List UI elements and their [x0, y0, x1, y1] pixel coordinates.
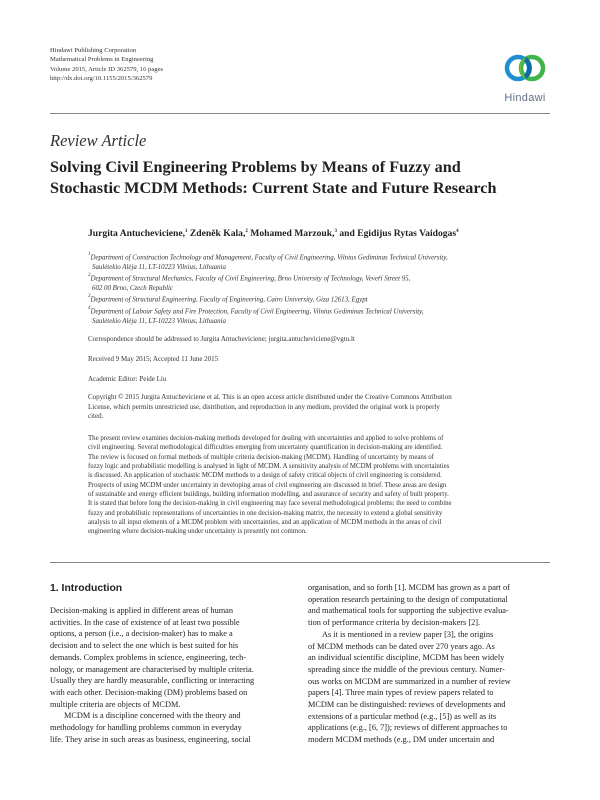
affiliation-number: 3: [88, 294, 91, 300]
abstract-divider: [50, 562, 550, 563]
body-line: operation research pertaining to the design of computational: [308, 594, 508, 604]
logo-wordmark: Hindawi: [504, 92, 546, 104]
paper-title: [50, 157, 550, 198]
abstract-line: fuzzy and probabilistic representations of uncertainties in one decision-making matrix, the necessity to extend a global sensitivity: [88, 509, 443, 517]
abstract-line: fuzzy logic and probabilistic modelling is analysed in light of MCDM. A sensitivity analysis of MCDM problems with uncertainties: [88, 463, 450, 471]
author-affiliation-mark: 3: [334, 228, 337, 234]
copyright-line: License, which permits unrestricted use, distribution, and reproduction in any medium, provided the original work is properly: [88, 402, 440, 411]
journal-name: Mathematical Problems in Engineering: [50, 56, 154, 64]
affiliation-item: [88, 305, 548, 326]
author-affiliation-mark: 2: [245, 228, 248, 234]
academic-editor: Academic Editor: Peide Liu: [88, 375, 167, 383]
body-line: Usually they are hardly measurable, conflicting or interacting: [50, 676, 255, 686]
body-line: organisation, and so forth [1]. MCDM has grown as a part of: [308, 583, 510, 592]
section-heading: 1. Introduction: [50, 583, 123, 594]
doi-link[interactable]: http://dx.doi.org/10.1155/2015/362579: [50, 75, 153, 83]
body-line: MCDM can be distinguished: reviews of developments and: [308, 700, 506, 710]
abstract-line: The review is focused on formal methods of multiple criteria decision-making (MCDM). Handling of uncertainty by means of: [88, 453, 434, 461]
volume-info: Volume 2015, Article ID 362579, 16 pages: [50, 65, 164, 73]
abstract-line: civil engineering. Several methodological difficulties emerging from uncertainty quantification in decision-making are identified.: [88, 444, 443, 452]
body-line: activities. In the case of existence of at least two possible: [50, 617, 240, 627]
author-name: Mohamed Marzouk,: [250, 228, 335, 239]
affiliation-line: 602 00 Brno, Czech Republic: [92, 284, 173, 292]
abstract-line: is discussed. An application of stochastic MCDM methods to a design of safety critical objects of civil engineering is considered.: [88, 472, 442, 480]
body-line: of MCDM methods can be dated over 270 years ago. As: [308, 641, 495, 651]
abstract-line: Prospects of using MCDM under uncertainty in developing areas of civil engineering are discussed in brief. These areas are design: [88, 481, 447, 489]
body-line: Decision-making is applied in different areas of human: [50, 606, 234, 615]
body-line: life. They arise in such areas as business, engineering, social: [50, 734, 251, 744]
abstract-line: It is stated that before long the decision-making in civil engineering may face several methodological problems: the need to combine: [88, 500, 452, 508]
affiliation-line: Department of Structural Mechanics, Faculty of Civil Engineering, Brno University of Technology, Veveří Street 95,: [90, 275, 411, 283]
affiliation-item: [88, 251, 548, 272]
body-line: tion of performance criteria by decision-makers [2].: [308, 618, 481, 628]
affiliation-item: [88, 272, 548, 293]
affiliations: [88, 251, 548, 326]
abstract: [88, 434, 550, 537]
right-column: [308, 582, 554, 746]
header-divider: [50, 113, 550, 114]
body-line: multiple criteria are objects of MCDM.: [50, 699, 181, 709]
body-line: demands. Complex problems in science, engineering, tech-: [50, 652, 247, 662]
author-name: Jurgita Antucheviciene,: [88, 228, 185, 239]
author-list: [88, 228, 548, 239]
body-line: spreading since the middle of the previous century. Numer-: [308, 664, 505, 674]
body-line: papers [4]. Three main types of review papers related to: [308, 688, 494, 698]
copyright-notice: [88, 393, 550, 422]
body-line: As it is mentioned in a review paper [3], the origins: [322, 629, 494, 639]
copyright-line: cited.: [88, 412, 104, 421]
left-column: [50, 605, 296, 745]
affiliation-line: Department of Labour Safety and Fire Protection, Faculty of Civil Engineering, Vilnius Gediminas Technical University,: [90, 308, 424, 316]
author-name: and Egidijus Rytas Vaidogas: [339, 228, 457, 239]
author-affiliation-mark: 4: [456, 228, 459, 234]
title-line: Stochastic MCDM Methods: Current State and Future Research: [50, 178, 497, 197]
body-line: decision and to select the one which is best suited for his: [50, 641, 239, 651]
received-dates: Received 9 May 2015; Accepted 11 June 2015: [88, 355, 219, 363]
affiliation-number: 4: [88, 305, 91, 311]
title-line: Solving Civil Engineering Problems by Means of Fuzzy and: [50, 158, 461, 176]
affiliation-item: [88, 293, 548, 305]
article-type: Review Article: [50, 131, 147, 150]
journal-header: [50, 46, 163, 84]
abstract-line: engineering where decision-making under uncertainty is presently not common.: [88, 528, 307, 536]
affiliation-line: Department of Structural Engineering, Faculty of Engineering, Cairo University, Giza 12613, Egypt: [90, 296, 368, 304]
abstract-line: analysis to all input elements of a MCDM problem with uncertainties, and an application of MCDM methods in the areas of civil: [88, 519, 442, 527]
affiliation-number: 1: [88, 252, 91, 257]
body-line: methodology for handling problems common in everyday: [50, 723, 242, 733]
body-line: ous works on MCDM are summarized in a number of review: [308, 676, 511, 686]
body-line: options, a person (i.e., a decision-maker) has to make a: [50, 629, 233, 639]
affiliation-number: 2: [88, 273, 91, 279]
body-line: nology, or management are characterised by multiple criteria.: [50, 664, 254, 674]
correspondence: Correspondence should be addressed to Jurgita Antucheviciene; jurgita.antucheviciene@vgtu.lt: [88, 335, 355, 343]
author-affiliation-mark: 1: [185, 228, 188, 234]
body-line: applications (e.g., [6, 7]); reviews of different approaches to: [308, 723, 508, 733]
body-line: with each other. Decision-making (DM) problems based on: [50, 687, 248, 697]
abstract-line: of sustainable and energy efficient buildings, building information modelling, and assurance of security and safety of built property.: [88, 491, 449, 499]
affiliation-line: Saulėtekio Alėja 11, LT-10223 Vilnius, Lithuania: [92, 317, 226, 325]
abstract-line: The present review examines decision-making methods developed for dealing with uncertainties and applied to solve problems of: [88, 435, 444, 442]
affiliation-line: Department of Construction Technology and Management, Faculty of Civil Engineering, Vilnius Gediminas Technical University,: [90, 254, 448, 262]
author-name: Zdeněk Kala,: [189, 228, 246, 239]
body-line: an individual scientific discipline, MCDM has been widely: [308, 653, 505, 663]
body-line: MCDM is a discipline concerned with the theory and: [64, 711, 241, 721]
body-line: extensions of a particular method (e.g., [5]) as well as its: [308, 711, 497, 721]
affiliation-line: Saulėtekio Alėja 11, LT-10223 Vilnius, Lithuania: [92, 263, 226, 271]
publisher: Hindawi Publishing Corporation: [50, 47, 137, 54]
body-line: modern MCDM methods (e.g., DM under uncertain and: [308, 735, 495, 745]
copyright-line: Copyright © 2015 Jurgita Antucheviciene et al. This is an open access article distributed under the Creative Commons Attribution: [88, 393, 452, 401]
body-line: and mathematical tools for supporting the subjective evalua-: [308, 606, 509, 616]
